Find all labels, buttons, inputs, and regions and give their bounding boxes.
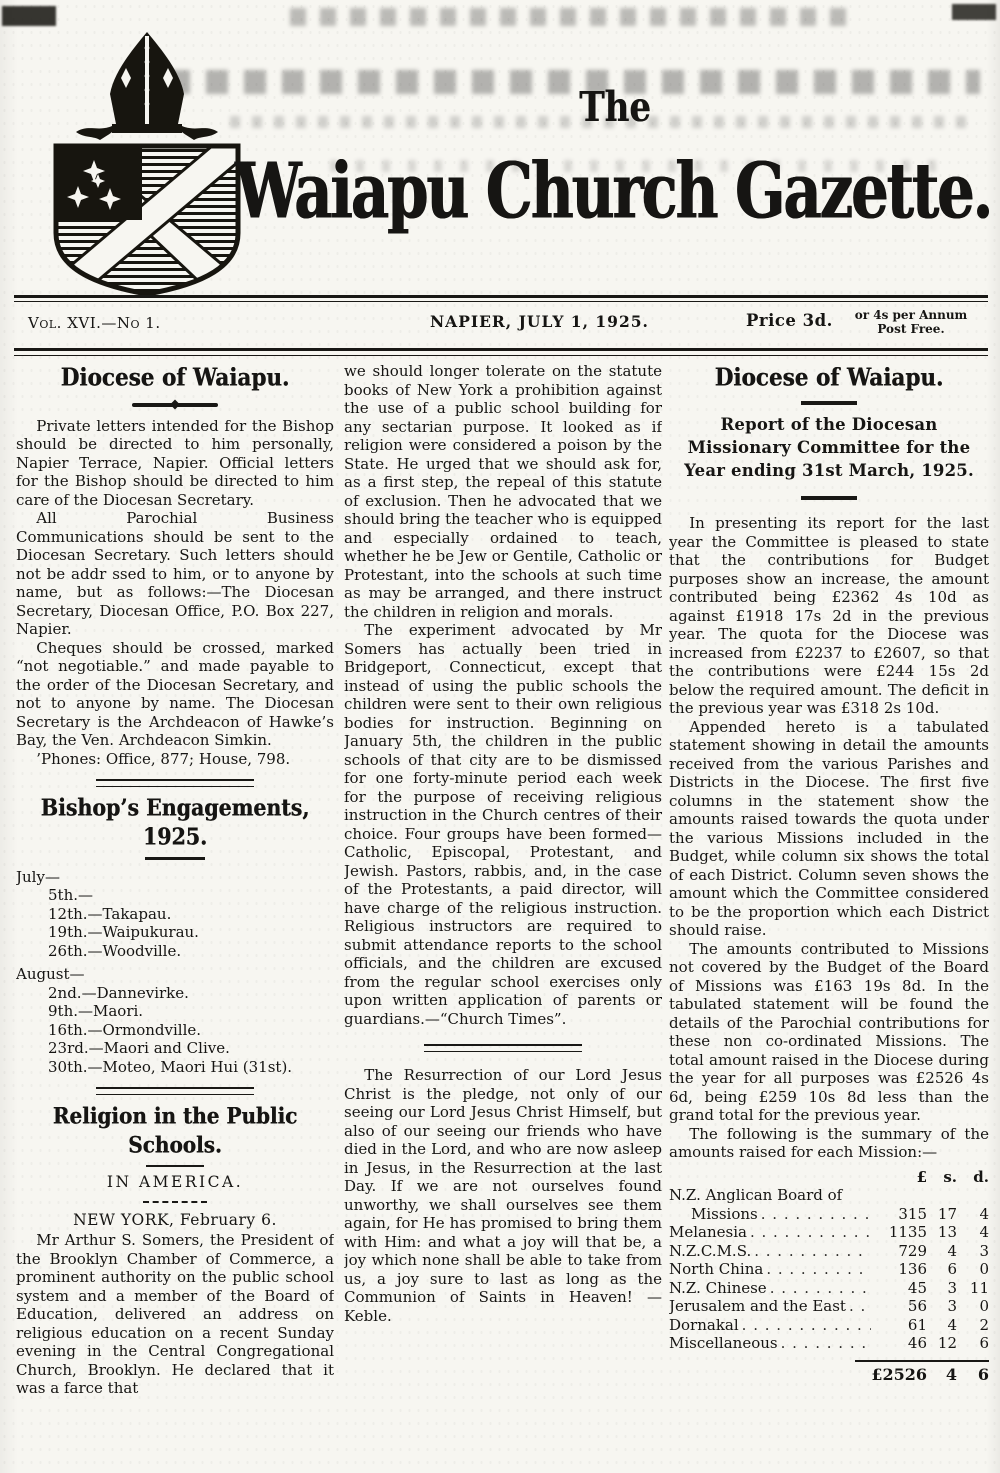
amount-shillings: 13 (937, 1223, 957, 1241)
short-rule (801, 401, 857, 405)
amount-shillings: 6 (947, 1260, 957, 1278)
engagement-item: 19th.—Waipukurau. (48, 923, 199, 941)
place-date: NAPIER, JULY 1, 1925. (430, 312, 649, 331)
table-total-row (669, 1366, 989, 1385)
ink-blot (952, 4, 996, 20)
paragraph: In presenting its report for the last year the Committee is pleased to state that the contributions for Budget purposes show an increase, the amount contributed being £2362 4s 10d as against £1918 17s 2d in the previous year. The quota for the Diocese was increased from £2237 to £2607, so that the contributions were £244 15s 2d below the required amount. The deficit in the previous year was £318 2s 10d. (669, 514, 989, 717)
section-heading-diocese-report: Diocese of Waiapu. (714, 364, 944, 393)
table-row (669, 1242, 989, 1261)
amount-shillings: 4 (947, 1241, 957, 1260)
amount-pence: 2 (979, 1315, 989, 1334)
total-pence: 6 (977, 1364, 989, 1384)
paragraph: The experiment advocated by Mr Somers has actually been tried in Bridgeport, Connecticut, except that instead of using the public schools the children were sent to their own religious bodies for instruction. Beginning on January 5th, the children in the public schools of that city are to be dismissed for one forty-minute period each week for the purpose of receiving religious instruction in the Church centres of their choice. Four groups have been formed—Catholic, Episcopal, Protestant, and Jewish. Pastors, rabbis, and, in the case of the Protestants, a paid director, will have charge of the religious instruction. Religious instructors are required to submit attendance reports to the school officials, and the children are excused from the regular school exercises only upon written application of parents or guardians.—“Church Times”. (344, 621, 662, 1028)
paragraph: Appended hereto is a tabulated statement showing in detail the amounts received from the various Parishes and Districts in the Diocese. The first five columns in the statement show the amounts raised towards the quota under the various Missions included in the Budget, while column six shows the total of each District. Column seven shows the amount which the Committee considered to be the proportion which each District should raise. (669, 717, 989, 939)
engagement-item: 2nd.—Dannevirke. (48, 983, 189, 1002)
short-rule (801, 496, 857, 500)
paragraph: The amounts contributed to Missions not covered by the Budget of the Board of Missions was £163 19s 8d. In the tabulated statement will be found the details of the Parochial contributions for these non co-ordinated Missions. The total amount raised in the Diocese during the year for all purposes was £2526 4s 6d, being £259 10s 8d less than the grand total for the previous year. (669, 939, 989, 1124)
dot-leader (739, 1316, 871, 1335)
amount-shillings: 12 (937, 1334, 957, 1352)
section-heading-religion: Religion in the Public Schools. (52, 1102, 298, 1158)
total-pounds: £2526 (871, 1364, 927, 1384)
paragraph: All Parochial Business Communications should be sent to the Diocesan Secretary. Such letters should not be addr ssed to him, or to anyone by name, but as follows:—The Diocesan Secretary, Diocesan Office, P.O. Box 227, Napier. (16, 509, 334, 638)
amount-pence: 0 (979, 1297, 989, 1315)
engagement-item: 16th.—Ormondville. (48, 1020, 202, 1039)
header-pounds: £ (916, 1167, 927, 1186)
engagement-item: 9th.—Maori. (48, 1002, 144, 1020)
amount-shillings: 17 (937, 1204, 957, 1223)
amount-pounds: 45 (907, 1278, 927, 1297)
amount-pounds: 136 (898, 1260, 927, 1278)
dot-leader (751, 1242, 871, 1261)
total-shillings: 4 (945, 1364, 957, 1384)
mission-name: N.Z. Chinese (669, 1278, 767, 1297)
dot-leader (758, 1205, 871, 1224)
shield-saltire (56, 146, 238, 294)
table-row (669, 1297, 989, 1316)
paragraph: The following is the summary of the amounts raised for each Mission:— (669, 1124, 989, 1161)
month-label: August— (16, 965, 85, 983)
masthead-rule-top (14, 295, 988, 302)
table-row (669, 1279, 989, 1298)
bishops-mitre (76, 32, 218, 140)
short-rule (146, 1165, 204, 1167)
phones-line: ’Phones: Office, 877; House, 798. (36, 749, 291, 768)
dot-leader (778, 1334, 871, 1353)
engagement-item: 23rd.—Maori and Clive. (48, 1039, 230, 1057)
amount-shillings: 3 (947, 1278, 957, 1297)
amount-shillings: 3 (947, 1297, 957, 1315)
table-row (669, 1334, 989, 1353)
mission-name: N.Z. Anglican Board of (669, 1186, 843, 1204)
engagement-item: 5th.— (48, 886, 93, 904)
amount-pence: 4 (979, 1223, 989, 1241)
section-divider (424, 1044, 582, 1052)
short-rule (145, 857, 205, 860)
mission-name: Miscellaneous (669, 1334, 778, 1352)
dot-leader (763, 1260, 871, 1279)
report-subheading: Report of the Diocesan Missionary Committee for the Year ending 31st March, 1925. (684, 415, 974, 480)
engagement-item: 12th.—Takapau. (48, 904, 172, 923)
missions-summary-table (669, 1168, 989, 1385)
amount-pence: 4 (979, 1204, 989, 1223)
price: Price 3d. (746, 311, 833, 330)
paragraph: Mr Arthur S. Somers, the President of the Brooklyn Chamber of Commerce, a prominent authority on the public school system and a member of the Board of Education, delivered an address on religious education on a recent Sunday evening in the Central Congregational Church, Brooklyn. He declared that it was a farce that (16, 1231, 334, 1397)
column-1 (16, 362, 334, 1470)
dot-leader (846, 1297, 871, 1316)
engagements-list (16, 868, 334, 1077)
subheading-in-america: IN AMERICA. (106, 1173, 244, 1191)
section-divider (96, 779, 254, 787)
amount-pounds: 56 (907, 1297, 927, 1315)
column-3 (669, 362, 989, 1470)
ornamental-rule (132, 403, 218, 407)
table-row (669, 1186, 989, 1205)
dashed-rule (143, 1201, 207, 1203)
masthead-the: The (579, 84, 651, 132)
amount-pounds: 729 (898, 1241, 927, 1260)
amount-pounds: 315 (898, 1204, 927, 1223)
header-shillings: s. (943, 1167, 957, 1186)
paragraph: The Resurrection of our Lord Jesus Christ is the pledge, not only of our seeing our Lord Jesus Christ Himself, but also of our seeing our friends who have died in the Lord, and who are now asleep in Jesus, in the Resurrection at the last Day. If we are not ourselves found unworthy, we shall ourselves see them again, for He has promised to bring them with Him: and what a joy will that be, a joy which none shall be able to take from us, a joy sure to last as long as the Communion of Saints in Heaven! —Keble. (344, 1066, 662, 1325)
mission-name: N.Z.C.M.S. (669, 1241, 752, 1260)
mission-name: Missions (691, 1204, 758, 1223)
engagement-item: 26th.—Woodville. (48, 941, 182, 960)
total-rule (855, 1360, 989, 1362)
mission-name: Jerusalem and the East (669, 1297, 846, 1315)
subscription-note: or 4s per Annum Post Free. (854, 308, 968, 336)
section-heading-engagements: Bishop’s Engagements, 1925. (40, 794, 310, 850)
dot-leader (767, 1279, 871, 1298)
mission-name: Melanesia (669, 1223, 747, 1241)
news-dateline: NEW YORK, February 6. (73, 1210, 277, 1229)
masthead-title: Waiapu Church Gazette. (235, 146, 992, 236)
amount-pence: 6 (979, 1334, 989, 1352)
table-row (669, 1316, 989, 1335)
header-pence: d. (973, 1167, 989, 1186)
mission-name: Dornakal (669, 1315, 739, 1334)
masthead-rule-bottom (14, 348, 988, 356)
paragraph: Private letters intended for the Bishop should be directed to him personally, Napier Terrace, Napier. Official letters for the Bishop should be directed to him care of the Diocesan Secretary. (16, 416, 334, 509)
month-label: July— (16, 867, 60, 886)
paragraph: Cheques should be crossed, marked “not negotiable.” and made payable to the order of the Diocesan Secretary, and not to anyone by name. The Diocesan Secretary is the Archdeacon of Hawke’s Bay, the Ven. Archdeacon Simkin. (16, 638, 334, 749)
section-heading-diocese: Diocese of Waiapu. (60, 364, 290, 393)
engagement-item: 30th.—Moteo, Maori Hui (31st). (48, 1057, 293, 1076)
ink-blot (2, 6, 56, 26)
table-row (669, 1205, 989, 1224)
amount-pence: 3 (979, 1241, 989, 1260)
volume-number: Vol. XVI.—No 1. (28, 314, 161, 332)
amount-shillings: 4 (947, 1315, 957, 1334)
amount-pounds: 1135 (888, 1223, 927, 1241)
amount-pounds: 61 (907, 1315, 927, 1334)
column-2 (344, 362, 662, 1470)
amount-pence: 11 (969, 1278, 989, 1297)
dot-leader (747, 1223, 871, 1242)
paragraph: we should longer tolerate on the statute books of New York a prohibition against the use of a public school building for any sectarian purpose. It looked as if religion were considered a poison by the State. He urged that we should ask for, as a first step, the repeal of this statute of exclusion. Then he advocated that we should bring the teacher who is equipped and especially ordained to teach, whether he be Jew or Gentile, Catholic or Protestant, into the schools at such time as may be arranged, and there instruct the children in religion and morals. (344, 362, 662, 621)
table-row (669, 1260, 989, 1279)
table-row (669, 1223, 989, 1242)
amount-pence: 0 (979, 1260, 989, 1278)
bleed-through-smudge (290, 8, 850, 26)
diocese-crest (42, 28, 252, 300)
section-divider (96, 1087, 254, 1095)
mission-name: North China (669, 1260, 764, 1278)
amount-pounds: 46 (907, 1334, 927, 1352)
table-header-row (669, 1168, 989, 1187)
